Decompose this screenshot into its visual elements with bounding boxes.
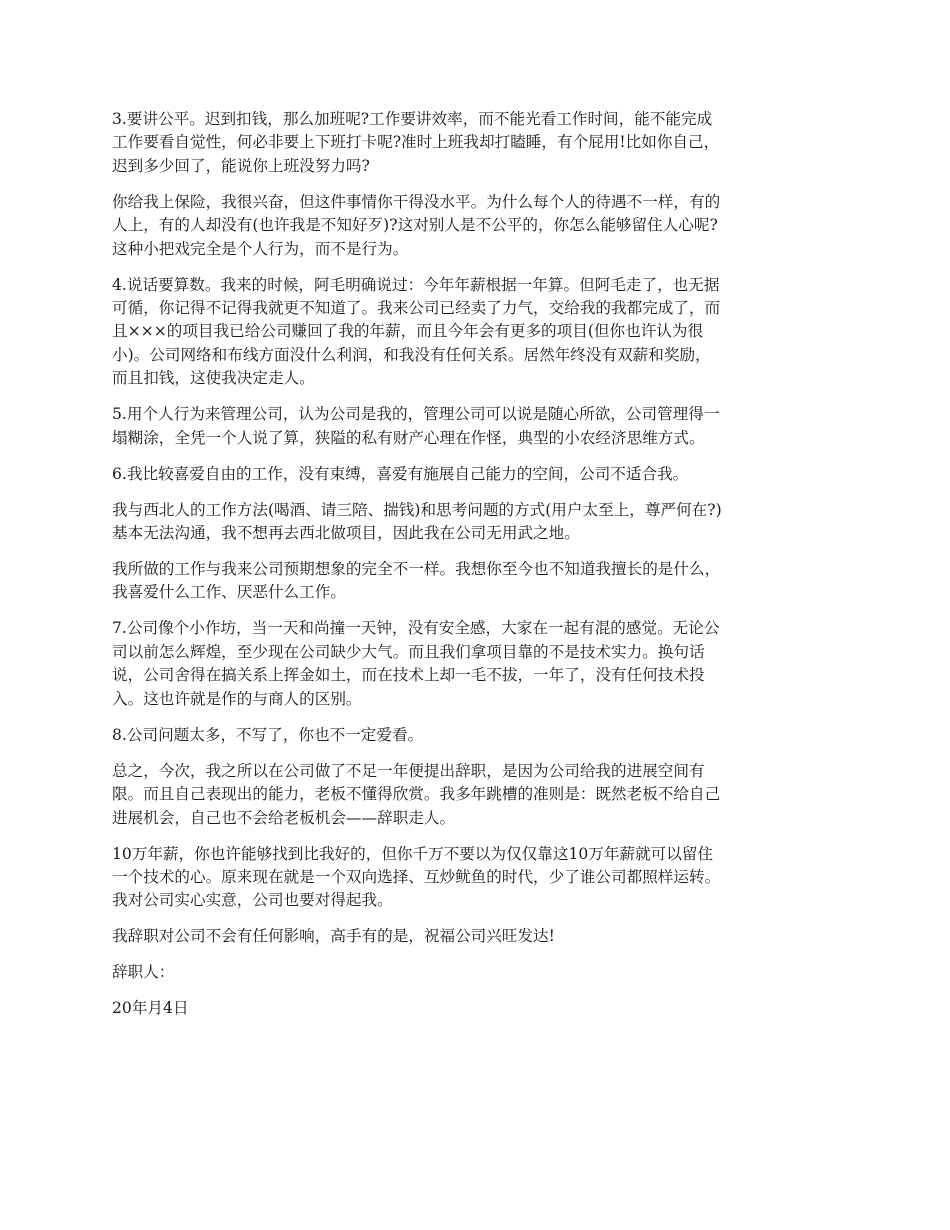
paragraph-summary: 总之，今次，我之所以在公司做了不足一年便提出辞职，是因为公司给我的进展空间有 限。而且自己表现出的能力，老板不懂得欣赏。我多年跳槽的准则是：既然老板不给自己 进展机会，自己也不会给老板机会——辞职走人。 (112, 761, 721, 827)
paragraph-northwest: 我与西北人的工作方法(喝酒、请三陪、揣钱)和思考问题的方式(用户太至上，尊严何在?) 基本无法沟通，我不想再去西北做项目，因此我在公司无用武之地。 (112, 500, 722, 543)
paragraph-point-7: 7.公司像个小作坊，当一天和尚撞一天钟，没有安全感，大家在一起有混的感觉。无论公 司以前怎么辉煌，至少现在公司缺少大气。而且我们拿项目靠的不是技术实力。换句话 说，公司舍得在搞关系上挥金如土，而在技术上却一毛不拔，一年了，没有任何技术投 入。这也许就是作的与商人的区别。 (112, 619, 720, 708)
paragraph-insurance: 你给我上保险，我很兴奋，但这件事情你干得没水平。为什么每个人的待遇不一样，有的 人上，有的人却没有(也许我是不知好歹)?这对别人是不公平的，你怎么能够留住人心呢? 这种小把戏完全是个人行为，而不是行为。 (112, 192, 721, 258)
document-page (112, 108, 842, 1033)
paragraph-expectation: 我所做的工作与我来公司预期想象的完全不一样。我想你至今也不知道我擅长的是什么， 我喜爱什么工作、厌恶什么工作。 (112, 560, 721, 602)
paragraph-farewell: 我辞职对公司不会有任何影响，高手有的是，祝福公司兴旺发达! (112, 927, 555, 946)
paragraph-point-8: 8.公司问题太多，不写了，你也不一定爱看。 (112, 725, 424, 744)
date-line: 20年月4日 (112, 999, 189, 1018)
paragraph-point-4: 4.说话要算数。我来的时候，阿毛明确说过：今年年薪根据一年算。但阿毛走了，也无据 可循，你记得不记得我就更不知道了。我来公司已经卖了力气，交给我的我都完成了，而 且×××的项目我已给公司赚回了我的年薪，而且今年会有更多的项目(但你也许认为很 小)。公司网络和布线方面没什么利润，和我没有任何关系。居然年终没有双薪和奖励， 而且扣钱，这使我决定走人。 (112, 275, 721, 388)
paragraph-point-3: 3.要讲公平。迟到扣钱，那么加班呢?工作要讲效率，而不能光看工作时间，能不能完成 工作要看自觉性，何必非要上下班打卡呢?准时上班我却打瞌睡，有个屁用!比如你自己， 迟到多少回了，能说你上班没努力吗? (112, 110, 720, 175)
paragraph-point-5: 5.用个人行为来管理公司，认为公司是我的，管理公司可以说是随心所欲，公司管理得一 塌糊涂，全凭一个人说了算，狭隘的私有财产心理在作怪，典型的小农经济思维方式。 (112, 405, 720, 447)
paragraph-point-6: 6.我比较喜爱自由的工作，没有束缚，喜爱有施展自己能力的空间，公司不适合我。 (112, 464, 689, 483)
signature-label: 辞职人： (112, 963, 175, 982)
paragraph-salary: 10万年薪，你也许能够找到比我好的，但你千万不要以为仅仅靠这10万年薪就可以留住 一个技术的心。原来现在就是一个双向选择、互炒鱿鱼的时代，少了谁公司都照样运转。 我对公司实心实意，公司也要对得起我。 (112, 844, 721, 910)
